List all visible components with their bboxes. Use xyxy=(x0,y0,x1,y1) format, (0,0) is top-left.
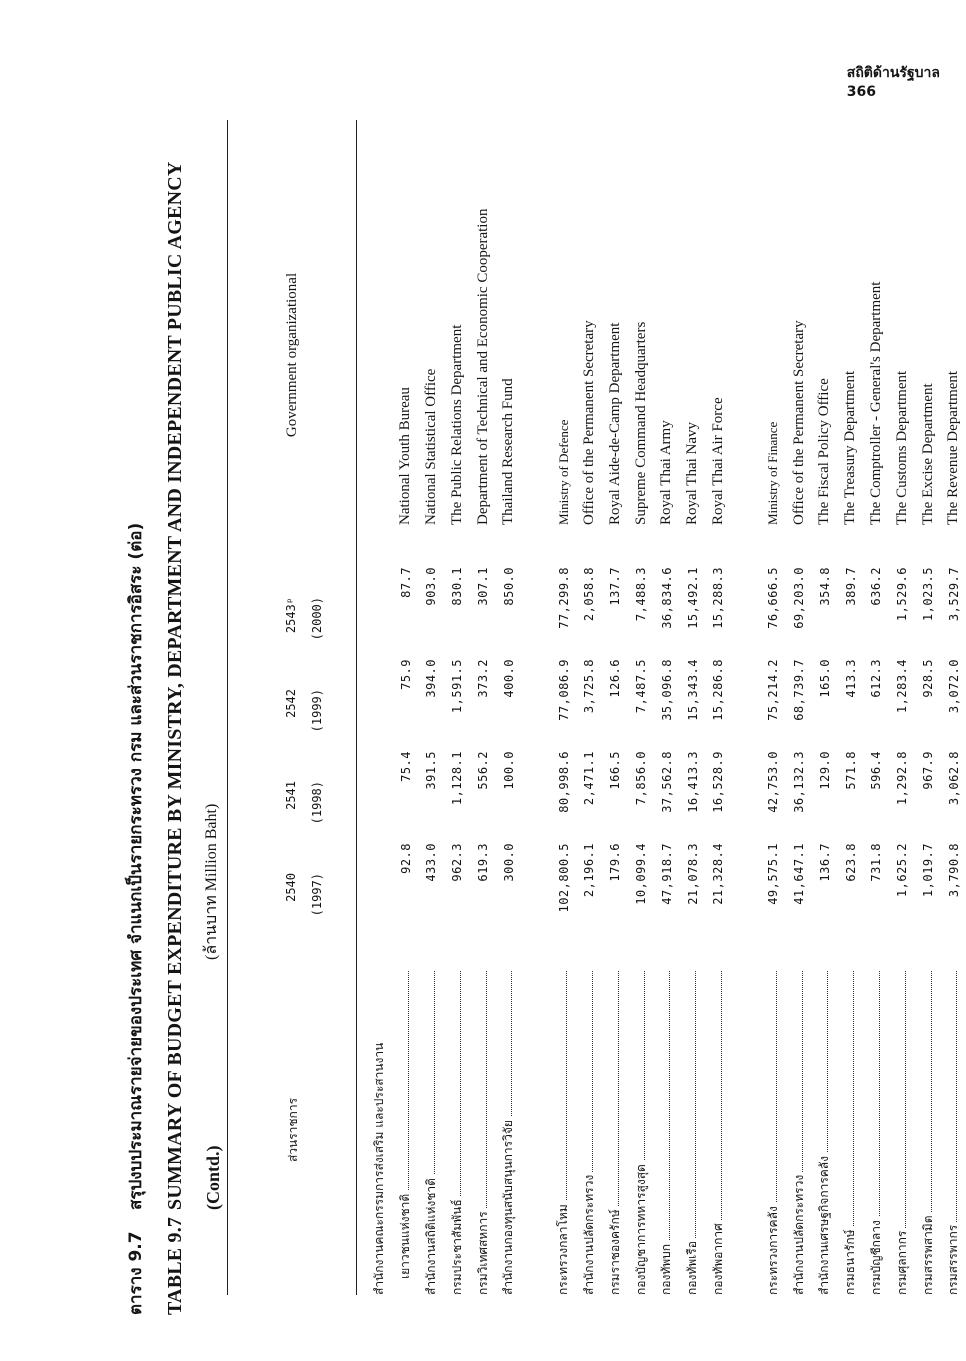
value-cell-1999: 68,739.7 xyxy=(792,659,807,721)
table-body xyxy=(357,120,966,1295)
english-name: Office of the Permanent Secretary xyxy=(790,320,807,525)
thai-name: สำนักงานเศรษฐกิจการคลัง xyxy=(817,1153,831,1295)
table-row xyxy=(444,120,470,1295)
table-row xyxy=(628,120,654,1295)
table-row xyxy=(812,120,838,1295)
value-cell-1998: 166.5 xyxy=(608,751,623,790)
thai-name: สำนักงานปลัดกระทรวง xyxy=(582,1172,596,1295)
english-name: The Treasury Department xyxy=(842,370,859,525)
value-cell-2000: 3,529.7 xyxy=(946,567,961,622)
table-row xyxy=(889,120,915,1295)
value-cell-1998: 556.2 xyxy=(476,751,491,790)
thai-name: กรมราชองครักษ์ xyxy=(608,1206,622,1295)
value-cell-1999: 35,096.8 xyxy=(659,659,674,721)
value-cell-1998: 596.4 xyxy=(869,751,884,790)
year-header-1998: 2541 (1998) xyxy=(284,781,324,825)
value-cell-1998: 2,471.1 xyxy=(582,751,597,806)
table-header xyxy=(228,120,356,1295)
thai-name: กองทัพเรือ xyxy=(685,1238,699,1295)
value-cell-1999: 7,487.5 xyxy=(634,659,649,714)
thai-column-header: ส่วนราชการ xyxy=(286,1097,300,1163)
value-cell-2000: 354.8 xyxy=(817,567,832,606)
english-name: The Revenue Department xyxy=(945,370,962,525)
value-cell-1997: 433.0 xyxy=(424,843,439,882)
thai-name-cell xyxy=(944,965,963,1295)
table-row xyxy=(786,120,812,1295)
table-titles xyxy=(115,115,231,1315)
value-cell-1997: 1,625.2 xyxy=(895,843,910,898)
english-name: National Statistical Office xyxy=(422,368,439,525)
year-header-1999: 2542 (1999) xyxy=(284,689,324,733)
table-row xyxy=(419,120,445,1295)
thai-name: กรมประชาสัมพันธ์ xyxy=(450,1196,464,1295)
thai-name: กองบัญชาการทหารสูงสุด xyxy=(634,1161,648,1295)
thai-name: กองทัพบก xyxy=(659,1241,673,1295)
value-cell-1997: 731.8 xyxy=(869,843,884,882)
value-cell-2000: 830.1 xyxy=(450,567,465,606)
value-cell-2000: 850.0 xyxy=(501,567,516,606)
section-title: สถิติด้านรัฐบาล xyxy=(846,65,940,81)
thai-name: สำนักงานสถิติแห่งชาติ xyxy=(424,1175,438,1295)
value-cell-2000: 7,488.3 xyxy=(634,567,649,622)
value-cell-2000: 15,288.3 xyxy=(711,567,726,629)
value-cell-1997: 1,019.7 xyxy=(921,843,936,898)
value-cell-1998: 1,292.8 xyxy=(895,751,910,806)
value-cell-1998: 967.9 xyxy=(921,751,936,790)
group-row xyxy=(551,120,577,1295)
thai-table-label: ตาราง 9.7 xyxy=(125,1231,146,1315)
thai-name-cell xyxy=(632,965,651,1295)
value-cell-1998: 100.0 xyxy=(501,751,516,790)
value-cell-2000: 77,299.8 xyxy=(556,567,571,629)
thai-name: กระทรวงกลาโหม xyxy=(556,1201,570,1295)
thai-name-cell xyxy=(919,965,938,1295)
english-table-title: SUMMARY OF BUDGET EXPENDITURE BY MINISTRY, DEPARTMENT AND INDEPENDENT PUBLIC AGENCY xyxy=(163,161,186,1210)
english-name: The Customs Department xyxy=(893,370,910,525)
value-cell-1998: 37,562.8 xyxy=(659,751,674,813)
value-cell-1999: 165.0 xyxy=(817,659,832,698)
english-name: National Youth Bureau xyxy=(397,387,414,525)
thai-name-cell xyxy=(841,965,860,1295)
value-cell-1997: 49,575.1 xyxy=(766,843,781,905)
english-name: The Comptroller - General's Department xyxy=(867,281,884,525)
group-row xyxy=(760,120,786,1295)
english-name: Office of the Permanent Secretary xyxy=(580,320,597,525)
english-title xyxy=(155,115,195,1315)
thai-name-cell xyxy=(448,965,467,1295)
group-spacer xyxy=(522,120,551,1295)
value-cell-1997: 136.7 xyxy=(817,843,832,882)
value-cell-1999: 928.5 xyxy=(921,659,936,698)
thai-name-cell xyxy=(370,965,389,1295)
thai-name: กองทัพอากาศ xyxy=(711,1220,725,1295)
thai-name-cell xyxy=(893,965,912,1295)
value-cell-2000: 36,834.6 xyxy=(659,567,674,629)
thai-name: สำนักงานกองทุนสนับสนุนการวิจัย xyxy=(501,1117,515,1295)
thai-name-cell xyxy=(396,965,415,1295)
value-cell-1999: 1,591.5 xyxy=(450,659,465,714)
value-cell-1997: 47,918.7 xyxy=(659,843,674,905)
value-cell-2000: 2,058.8 xyxy=(582,567,597,622)
english-name: Royal Aide-de-Camp Department xyxy=(606,322,623,525)
table-row xyxy=(654,120,680,1295)
english-column-header: Government organizational xyxy=(284,272,300,438)
group-spacer xyxy=(731,120,760,1295)
value-cell-2000: 903.0 xyxy=(424,567,439,606)
value-cell-1998: 129.0 xyxy=(817,751,832,790)
thai-name: กรมวิเทศสหการ xyxy=(476,1208,490,1295)
thai-name: กรมธนารักษ์ xyxy=(843,1226,857,1295)
value-cell-1997: 92.8 xyxy=(398,843,413,874)
value-cell-1999: 126.6 xyxy=(608,659,623,698)
value-cell-1998: 571.8 xyxy=(843,751,858,790)
value-cell-1999: 1,283.4 xyxy=(895,659,910,714)
value-cell-1999: 75,214.2 xyxy=(766,659,781,721)
english-name: Thailand Research Fund xyxy=(500,378,517,525)
continued-note: (Contd.) xyxy=(202,1145,223,1210)
value-cell-1997: 962.3 xyxy=(450,843,465,882)
value-cell-2000: 1,023.5 xyxy=(921,567,936,622)
value-cell-1998: 80,998.6 xyxy=(556,751,571,813)
english-name: The Excise Department xyxy=(919,383,936,525)
english-name: Royal Thai Navy xyxy=(684,421,701,525)
value-cell-1999: 413.3 xyxy=(843,659,858,698)
value-cell-1997: 619.3 xyxy=(476,843,491,882)
english-name: Royal Thai Air Force xyxy=(709,397,726,525)
thai-name-cell xyxy=(815,965,834,1295)
value-cell-1997: 10,099.4 xyxy=(634,843,649,905)
value-cell-1999: 394.0 xyxy=(424,659,439,698)
table-row xyxy=(706,120,732,1295)
value-cell-2000: 636.2 xyxy=(869,567,884,606)
table-row xyxy=(496,120,522,1295)
value-cell-2000: 307.1 xyxy=(476,567,491,606)
thai-name: กรมศุลกากร xyxy=(895,1228,909,1295)
value-cell-1999: 373.2 xyxy=(476,659,491,698)
english-name: Ministry of Finance xyxy=(765,421,781,525)
value-cell-1999: 3,072.0 xyxy=(946,659,961,714)
value-cell-1999: 77,086.9 xyxy=(556,659,571,721)
value-cell-1997: 21,328.4 xyxy=(711,843,726,905)
rotated-table-page xyxy=(115,115,962,1315)
thai-name-cell xyxy=(867,965,886,1295)
value-cell-1998: 42,753.0 xyxy=(766,751,781,813)
unit-label: (ล้านบาท Million Baht) xyxy=(203,803,220,960)
thai-name-cell xyxy=(790,965,809,1295)
value-cell-1999: 15,343.4 xyxy=(685,659,700,721)
english-name: Royal Thai Army xyxy=(658,420,675,525)
thai-name: เยาวชนแห่งชาติ xyxy=(398,1191,412,1279)
thai-name-cell xyxy=(683,965,702,1295)
thai-name: สำนักงานปลัดกระทรวง xyxy=(792,1172,806,1295)
group-row xyxy=(367,120,393,1295)
table-row xyxy=(941,120,966,1295)
table-row xyxy=(393,120,419,1295)
value-cell-1997: 179.6 xyxy=(608,843,623,882)
thai-name-cell xyxy=(709,965,728,1295)
english-name: The Public Relations Department xyxy=(448,324,465,525)
thai-table-title: สรุปงบประมาณรายจ่ายของประเทศ จำแนกเป็นรายกระทรวง กรม และส่วนราชการอิสระ (ต่อ) xyxy=(125,522,146,1210)
value-cell-1997: 41,647.1 xyxy=(792,843,807,905)
table-row xyxy=(680,120,706,1295)
year-header-1997: 2540 (1997) xyxy=(284,873,324,917)
table-row xyxy=(470,120,496,1295)
value-cell-1998: 16,528.9 xyxy=(711,751,726,813)
value-cell-1998: 36,132.3 xyxy=(792,751,807,813)
value-cell-2000: 87.7 xyxy=(398,567,413,598)
value-cell-1998: 75.4 xyxy=(398,751,413,782)
value-cell-1999: 612.3 xyxy=(869,659,884,698)
value-cell-1997: 300.0 xyxy=(501,843,516,882)
value-cell-1998: 16,413.3 xyxy=(685,751,700,813)
value-cell-1997: 102,800.5 xyxy=(556,843,571,913)
value-cell-1998: 1,128.1 xyxy=(450,751,465,806)
english-name: Supreme Command Headquarters xyxy=(632,321,649,525)
thai-name-cell xyxy=(764,965,783,1295)
thai-name: กรมสรรพสามิต xyxy=(921,1212,935,1295)
value-cell-1999: 75.9 xyxy=(398,659,413,690)
page-header xyxy=(847,64,940,102)
value-cell-2000: 1,529.6 xyxy=(895,567,910,622)
value-cell-1997: 3,790.8 xyxy=(946,843,961,898)
value-cell-2000: 389.7 xyxy=(843,567,858,606)
thai-name-cell xyxy=(474,965,493,1295)
value-cell-1997: 623.8 xyxy=(843,843,858,882)
english-name: The Fiscal Policy Office xyxy=(816,378,833,525)
table-row xyxy=(602,120,628,1295)
value-cell-1998: 391.5 xyxy=(424,751,439,790)
table-row xyxy=(915,120,941,1295)
value-cell-2000: 69,203.0 xyxy=(792,567,807,629)
value-cell-1997: 2,196.1 xyxy=(582,843,597,898)
value-cell-1999: 400.0 xyxy=(501,659,516,698)
english-name: Department of Technical and Economic Cooperation xyxy=(474,208,491,525)
table-row xyxy=(864,120,890,1295)
thai-name-cell xyxy=(606,965,625,1295)
thai-name: กระทรวงการคลัง xyxy=(766,1203,780,1295)
value-cell-1999: 3,725.8 xyxy=(582,659,597,714)
thai-name-cell xyxy=(422,965,441,1295)
value-cell-2000: 137.7 xyxy=(608,567,623,606)
budget-table xyxy=(227,120,966,1295)
thai-name-cell xyxy=(554,965,573,1295)
thai-name-cell xyxy=(657,965,676,1295)
value-cell-1997: 21,078.3 xyxy=(685,843,700,905)
thai-name-cell xyxy=(580,965,599,1295)
value-cell-1998: 3,062.8 xyxy=(946,751,961,806)
thai-name: กรมสรรพากร xyxy=(946,1222,960,1295)
value-cell-2000: 76,666.5 xyxy=(766,567,781,629)
thai-name-cell xyxy=(499,965,518,1295)
english-table-label: TABLE 9.7 xyxy=(163,1216,186,1315)
value-cell-2000: 15,492.1 xyxy=(685,567,700,629)
table-row xyxy=(838,120,864,1295)
table-row xyxy=(577,120,603,1295)
page-number: 366 xyxy=(846,84,877,100)
thai-title xyxy=(115,115,155,1315)
english-name: Ministry of Defence xyxy=(555,419,571,525)
value-cell-1999: 15,286.8 xyxy=(711,659,726,721)
thai-name: กรมบัญชีกลาง xyxy=(869,1217,883,1295)
year-header-2000: 2543ᵖ (2000) xyxy=(284,597,324,641)
value-cell-1998: 7,856.0 xyxy=(634,751,649,806)
thai-name: สำนักงานคณะกรรมการส่งเสริม และประสานงาน xyxy=(372,1040,386,1295)
